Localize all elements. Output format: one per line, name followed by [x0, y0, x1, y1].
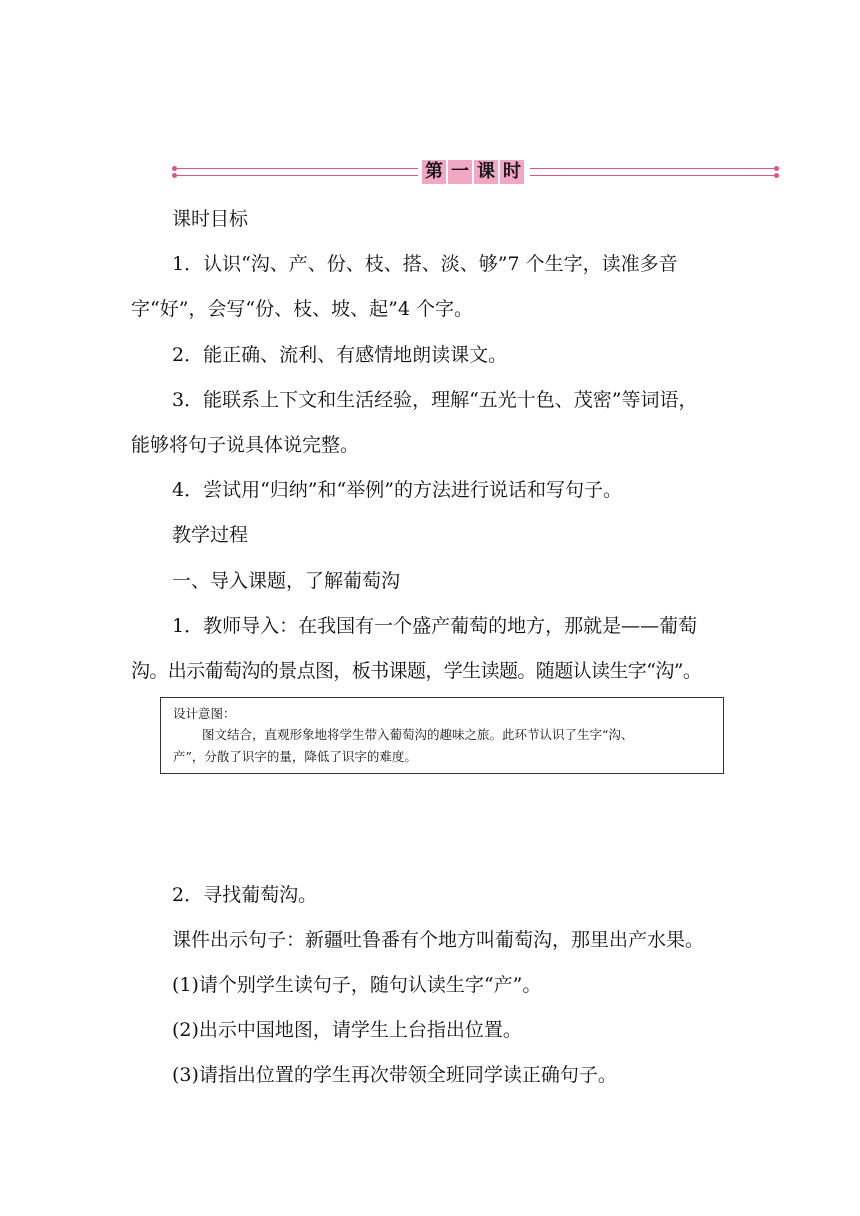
step-2-sub-1: (1)请个别学生读句子，随句认读生字“产”。: [172, 974, 542, 996]
lesson-title: [422, 160, 524, 184]
design-intent-label: 设计意图：: [173, 706, 236, 721]
lesson-title-char: 课: [474, 160, 498, 184]
goal-item-1-line-1: 1．认识“沟、产、份、枝、搭、淡、够”7 个生字，读准多音: [172, 253, 678, 275]
step-2-sub-3: (3)请指出位置的学生再次带领全班同学读正确句子。: [172, 1064, 617, 1086]
header-rule-right-top: [530, 168, 774, 169]
header-dot: [774, 173, 779, 178]
header-rule-right-bottom: [530, 175, 774, 176]
step-1-line-1: 1．教师导入：在我国有一个盛产葡萄的地方，那就是——葡萄: [172, 615, 698, 637]
step-2-title: 2．寻找葡萄沟。: [172, 884, 318, 906]
goal-item-1-line-2: 字“好”，会写“份、枝、坡、起”4 个字。: [131, 298, 473, 320]
lesson-header: [172, 158, 780, 186]
lesson-title-char: 一: [448, 160, 472, 184]
lesson-title-char: 时: [500, 160, 524, 184]
section-1-heading: 一、导入课题，了解葡萄沟: [172, 570, 401, 592]
goal-item-4: 4．尝试用“归纳”和“举例”的方法进行说话和写句子。: [172, 479, 622, 501]
header-dot: [172, 173, 177, 178]
header-dot: [172, 166, 177, 171]
header-dot: [774, 166, 779, 171]
lesson-title-char: 第: [422, 160, 446, 184]
step-2-sentence: 课件出示句子：新疆吐鲁番有个地方叫葡萄沟，那里出产水果。: [172, 929, 705, 951]
goal-item-3-line-1: 3．能联系上下文和生活经验，理解“五光十色、茂密”等词语，: [172, 389, 698, 411]
goals-heading: 课时目标: [172, 208, 249, 230]
goal-item-3-line-2: 能够将句子说具体说完整。: [131, 434, 360, 456]
step-1-line-2: 沟。出示葡萄沟的景点图，板书课题，学生读题。随题认读生字“沟”。: [131, 660, 702, 682]
goal-item-2: 2．能正确、流利、有感情地朗读课文。: [172, 344, 508, 366]
design-intent-line-2: 产”，分散了识字的量，降低了识字的难度。: [173, 749, 417, 764]
design-intent-line-1: 图文结合，直观形象地将学生带入葡萄沟的趣味之旅。此环节认识了生字“沟、: [202, 727, 634, 742]
header-rule-left-bottom: [176, 175, 418, 176]
design-intent-box: [160, 697, 724, 774]
header-rule-left-top: [176, 168, 418, 169]
step-2-sub-2: (2)出示中国地图，请学生上台指出位置。: [172, 1019, 522, 1041]
process-heading: 教学过程: [172, 524, 249, 546]
